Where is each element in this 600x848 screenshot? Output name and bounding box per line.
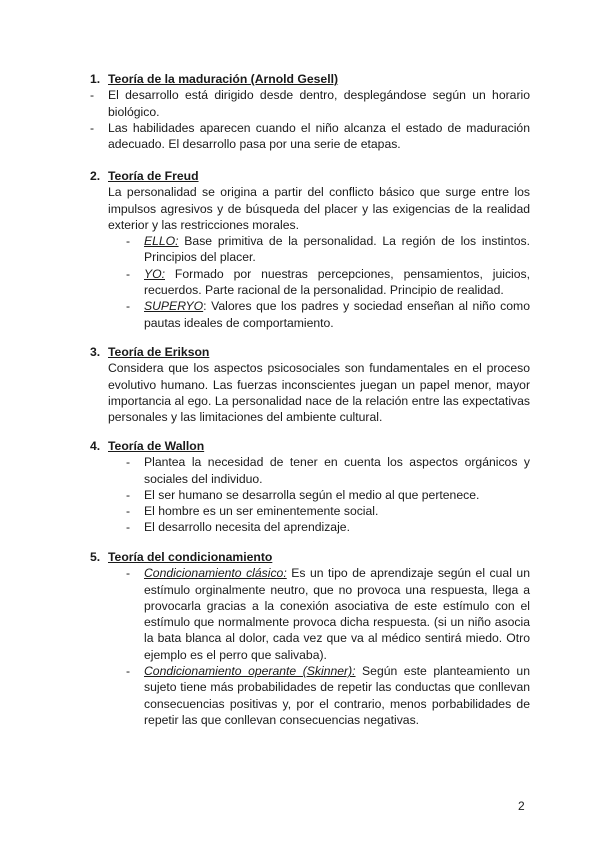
section-paragraph: Considera que los aspectos psicosociales son fundamentales en el proceso evolutivo humano. Las fuerzas inconscientes juegan un papel menor, mayor importancia al ego. La personalidad nace de la relación entre las expectativas personales y las limitaciones del ambiente cultural. <box>108 361 530 425</box>
term-label: YO: <box>144 266 165 281</box>
list-item-text <box>144 233 530 266</box>
page-number: 2 <box>518 799 525 813</box>
section-condicionamiento <box>90 549 530 728</box>
term-description: : Valores que los padres y sociedad enseñan al niño como pautas ideales de comportamiento. <box>144 299 530 330</box>
term-description: Base primitiva de la personalidad. La región de los instintos. Principios del placer. <box>144 234 530 265</box>
list-item-text <box>144 266 530 299</box>
term-label: SUPERYO <box>144 299 204 314</box>
section-number: 1. <box>90 72 101 86</box>
list-item <box>90 454 530 487</box>
list-item-text: Plantea la necesidad de tener en cuenta los aspectos orgánicos y sociales del individuo. <box>144 455 530 486</box>
term-description: Según este planteamiento un sujeto tiene más probabilidades de repetir las conductas que conllevan consecuencias positivas y, por el contrario, menos porbabilidades de repetir las que conllevan consecuencias negativas. <box>144 664 530 727</box>
section-title: Teoría del condicionamiento <box>108 550 273 564</box>
section-number: 3. <box>90 345 101 359</box>
section-number: 4. <box>90 439 101 453</box>
term-description: Es un tipo de aprendizaje según el cual un estímulo orginalmente neutro, que no provoca una respuesta, llega a provocarla gracias a la conexión asociativa de este estímulo con el estímulo que normalmente provoca dicha respuesta. (si un niño asocia la bata blanca al dolor, cada vez que va al médico sentirá miedo. Otro ejemplo es el perro que salivaba). <box>144 566 530 662</box>
dash-bullet: - <box>126 504 131 519</box>
list-item <box>90 120 530 153</box>
section-heading <box>90 438 530 454</box>
dash-bullet: - <box>126 299 131 314</box>
list-item <box>90 266 530 299</box>
section-heading <box>90 71 530 87</box>
list-item <box>90 487 530 503</box>
section-freud <box>90 168 530 331</box>
section-number: 5. <box>90 550 101 564</box>
list-item <box>90 503 530 519</box>
dash-bullet: - <box>126 455 131 470</box>
list-item <box>90 298 530 331</box>
section-heading <box>90 549 530 565</box>
term-label: Condicionamiento clásico: <box>144 566 287 581</box>
term-label: Condicionamiento operante (Skinner): <box>144 664 356 679</box>
list-item-text: El desarrollo está dirigido desde dentro, desplegándose según un horario biológico. <box>108 88 530 119</box>
section-title: Teoría de la maduración (Arnold Gesell) <box>108 72 339 86</box>
section-heading <box>90 344 530 360</box>
term-label: ELLO: <box>144 234 179 249</box>
dash-bullet: - <box>126 566 131 581</box>
list-item <box>90 663 530 728</box>
section-title: Teoría de Freud <box>108 169 199 183</box>
list-item-text: El hombre es un ser eminentemente social. <box>144 504 379 519</box>
list-item <box>90 565 530 663</box>
section-wallon <box>90 438 530 536</box>
section-number: 2. <box>90 169 101 183</box>
list-item-text: El desarrollo necesita del aprendizaje. <box>144 520 350 535</box>
dash-bullet: - <box>126 487 131 502</box>
list-item-text: Las habilidades aparecen cuando el niño alcanza el estado de maduración adecuado. El desarrollo pasa por una serie de etapas. <box>108 120 530 152</box>
section-paragraph: La personalidad se origina a partir del conflicto básico que surge entre los impulsos agresivos y de búsqueda del placer y las exigencias de la realidad exterior y las restricciones morales. <box>108 185 530 232</box>
dash-bullet: - <box>90 120 95 135</box>
section-erikson <box>90 344 530 425</box>
section-heading <box>90 168 530 184</box>
section-title: Teoría de Erikson <box>108 345 210 359</box>
section-title: Teoría de Wallon <box>108 439 205 453</box>
dash-bullet: - <box>126 234 131 249</box>
dash-bullet: - <box>90 88 95 103</box>
list-item <box>90 519 530 535</box>
list-item-text: El ser humano se desarrolla según el medio al que pertenece. <box>144 487 480 502</box>
section-maduracion <box>90 71 530 152</box>
dash-bullet: - <box>126 266 131 281</box>
list-item <box>90 233 530 266</box>
list-item-text <box>144 298 530 331</box>
dash-bullet: - <box>126 520 131 535</box>
list-item <box>90 87 530 120</box>
term-description: Formado por nuestras percepciones, pensamientos, juicios, recuerdos. Parte racional de la personalidad. Principio de realidad. <box>144 266 530 298</box>
list-item-text <box>144 663 530 728</box>
list-item-text <box>144 565 530 663</box>
dash-bullet: - <box>126 664 131 679</box>
